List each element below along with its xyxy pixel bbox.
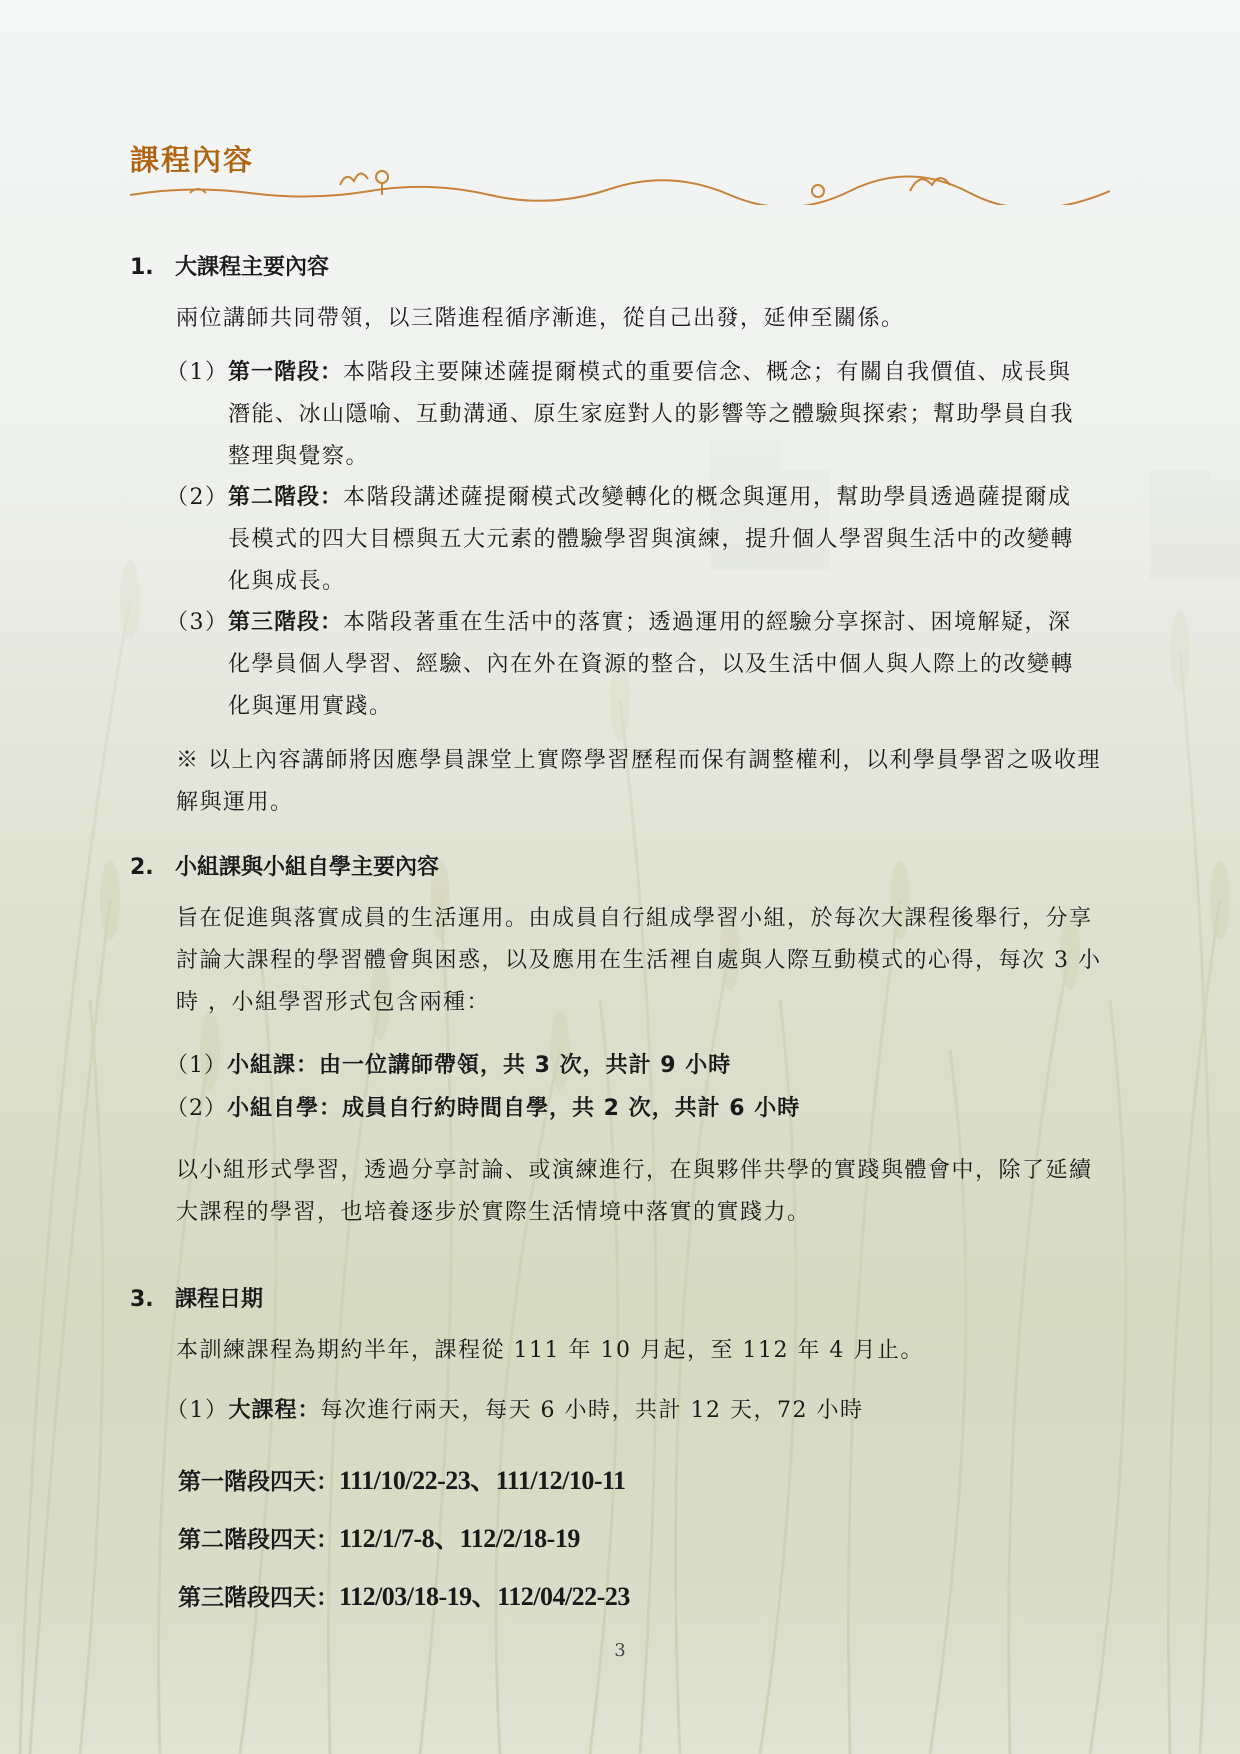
stage-text: 本階段著重在生活中的落實；透過運用的經驗分享探討、困境解疑，深化學員個人學習、經驗、內在外在資源的整合，以及生活中個人與人際上的改變轉化與運用實踐。 [228,610,1075,719]
stage-text: 本階段講述薩提爾模式改變轉化的概念與運用，幫助學員透過薩提爾成長模式的四大目標與五大元素的體驗學習與演練，提升個人學習與生活中的改變轉化與成長。 [228,485,1075,594]
section-heading-3: 3. 課程日期 [130,1287,264,1312]
stage-label: 第三階段： [228,610,344,635]
section3-intro: 本訓練課程為期約半年，課程從 111 年 10 月起，至 112 年 4 月止。 [176,1338,924,1363]
stage-text: 本階段主要陳述薩提爾模式的重要信念、概念；有關自我價值、成長與潛能、冰山隱喻、互動溝通、原生家庭對人的影響等之體驗與探索；幫助學員自我整理與覺察。 [228,360,1075,469]
section2-outro: 以小組形式學習，透過分享討論、或演練進行，在與夥伴共學的實踐與體會中，除了延續大課程的學習，也培養逐步於實際生活情境中落實的實踐力。 [176,1158,1093,1225]
page-number: 3 [614,1640,626,1661]
main-course-item: （1）大課程：每次進行兩天，每天 6 小時，共計 12 天，72 小時 [166,1398,864,1423]
stage-label: 第一階段： [228,360,344,385]
section-heading-2: 2. 小組課與小組自學主要內容 [130,855,440,880]
schedule-date-line: 第二階段四天：112/1/7-8、112/2/18-19 [178,1524,580,1553]
vine-divider-icon [130,155,1110,205]
group-form-item: （1）小組課：由一位講師帶領，共 3 次，共計 9 小時 [166,1053,732,1078]
stage-label: 第二階段： [228,485,344,510]
page-content: 課程內容 1. 大課程主要內容 兩位講師共同帶領，以三階進程循序漸進，從自己出發，延伸至關係。 （1） 第一階段：本階段主要陳述薩提爾模式的重要信念、概念；有關自我價值、成長與潛能、冰山隱喻、互動溝通、原生家庭對人的影響等之體驗與探索；幫助學員自我整理與覺察。 （2） 第二階段：本階段講述薩提爾模式改變轉化的概念與運用，幫助學員透過薩提爾成長模式的四大目標與五大元素的體驗學習與演練，提升個人學習與生活中的改變轉化與成長。 （3） 第三階段：本階段著重在生活中的落實；透過運用的經驗分享探討、困境解疑，深化學員個人學習、經驗、內在外在資源的整合，以及生活中個人與人際上的改變轉化與運用實踐。 ※ 以上內容講師將因應學員課堂上實際學習歷程而保有調整權利，以利學員學習之吸收理解與運用。 2. 小組課與小組自學主要內容 旨在促進與落實成員的生活運用。由成員自行組成學習小組，於每次大課程後舉行，分享討論大課程的學習體會與困惑，以及應用在生活裡自處與人際互動模式的心得，每次 3 小時 ，小組學習形式包含兩種： （1）小組課：由一位講師帶領，共 3 次，共計 9 小時 （2）小組自學：成員自行約時間自學，共 2 次，共計 6 小時 以小組形式學習，透過分享討論、或演練進行，在與夥伴共學的實踐與體會中，除了延續大課程的學習，也培養逐步於實際生活情境中落實的實踐力。 3. 課程日期 本訓練課程為期約半年，課程從 111 年 10 月起，至 112 年 4 月止。 （1）大課程：每次進行兩天，每天 6 小時，共計 12 天，72 小時 第一階段四天：111/10/22-23、111/12/10-11 第二階段四天：112/1/7-8、112/2/18-19 第三階段四天：112/03/18-19、112/04/22-23 3 [0,0,1240,1754]
schedule-date-line: 第一階段四天：111/10/22-23、111/12/10-11 [178,1466,626,1495]
schedule-date-line: 第三階段四天：112/03/18-19、112/04/22-23 [178,1582,630,1611]
section1-note: ※ 以上內容講師將因應學員課堂上實際學習歷程而保有調整權利，以利學員學習之吸收理解與運用。 [176,748,1101,815]
section2-intro: 旨在促進與落實成員的生活運用。由成員自行組成學習小組，於每次大課程後舉行，分享討論大課程的學習體會與困惑，以及應用在生活裡自處與人際互動模式的心得，每次 3 小時 ，小組學習形式包含兩種： [176,906,1102,1015]
section1-intro: 兩位講師共同帶領，以三階進程循序漸進，從自己出發，延伸至關係。 [176,306,905,331]
section-heading-1: 1. 大課程主要內容 [130,255,330,280]
group-form-item: （2）小組自學：成員自行約時間自學，共 2 次，共計 6 小時 [166,1096,801,1121]
page-title: 課程內容 [130,143,255,177]
